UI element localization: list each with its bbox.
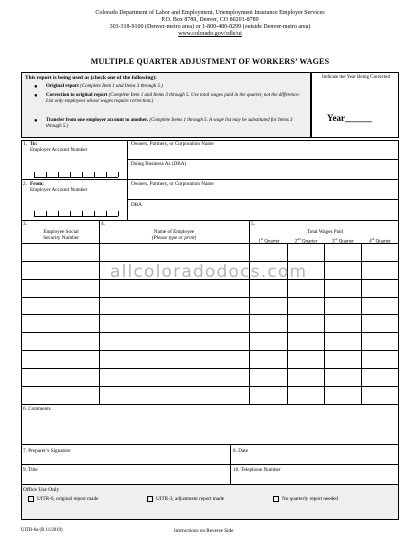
phone-field[interactable] (231, 473, 398, 483)
section1-account-label: Employer Account Number (30, 147, 88, 153)
option-correction[interactable]: Correction to original report (Complete Item 1 and Items 3 through 5. Use total wages paid in the quarter, not the difference. List only employees whose wages require correction.) (46, 93, 300, 104)
instructions-note: Instructions on Reverse Side (174, 528, 234, 534)
watermark: allcoloradodocs.com (110, 262, 308, 282)
year-field[interactable]: Year______ (327, 113, 372, 123)
office-uitr3-label: UITR-3, adjustment report made (156, 496, 224, 502)
section4-number: 4. (101, 221, 105, 227)
usage-panel (21, 72, 311, 138)
signature-field[interactable] (22, 454, 229, 463)
section1-title: To: (30, 141, 38, 147)
name-header-2: (Please type or print) (151, 235, 197, 241)
quarter-4-header: 4th Quarter (369, 237, 391, 245)
agency-name: Colorado Department of Labor and Employment, Unemployment Insurance Employer Services (95, 10, 325, 16)
office-noreport-label: No quarterly report needed (282, 496, 339, 502)
name-header-1: Name of Employee (153, 229, 195, 235)
bullet-icon: ● (34, 84, 38, 90)
option-original[interactable]: Original report (Complete Item 1 and Items 3 through 5.) (46, 84, 163, 89)
bullet-icon: ● (34, 118, 38, 124)
office-uitr6-checkbox[interactable] (28, 496, 34, 502)
agency-address: P.O. Box 8789, Denver, CO 80201-8789 (161, 17, 259, 23)
section2-account-input[interactable] (34, 207, 118, 217)
quarter-3-header: 3rd Quarter (332, 237, 354, 245)
quarter-2-header: 2nd Quarter (294, 237, 318, 245)
year-box (311, 72, 399, 138)
wages-header: Total Wages Paid (306, 229, 343, 235)
section1-dba-label: Doing Business As (DBA) (131, 161, 187, 167)
quarter-1-header: 1st Quarter (258, 237, 280, 245)
office-use-label: Office Use Only (23, 487, 60, 493)
title-label: 9. Title (23, 467, 38, 473)
bullet-icon: ● (34, 93, 38, 99)
comments-field[interactable] (22, 413, 398, 443)
year-box-label: Indicate the Year Being Corrected (322, 75, 390, 80)
date-field[interactable] (231, 454, 398, 463)
title-field[interactable] (22, 473, 229, 483)
ssn-header-1: Employee Social (43, 229, 79, 235)
form-id: UITR-6a (R 11/2010) (21, 528, 63, 533)
option-transfer[interactable]: Transfer from one employer account to another. (Complete Items 1 through 5. A wage list may be substituted for Items 3 through 5.) (46, 118, 293, 129)
office-noreport-checkbox[interactable] (273, 496, 279, 502)
phone-label: 10. Telephone Number (233, 467, 281, 473)
section3-number: 3. (23, 221, 27, 227)
section2-owners-label: Owners, Partners, or Corporation Name (131, 181, 214, 187)
date-label: 8. Date (233, 448, 248, 454)
section5-number: 5. (251, 221, 255, 227)
usage-intro: This report is being used as (check one of the following): (25, 75, 157, 81)
section1-account-input[interactable] (34, 168, 118, 178)
section2-title: From: (30, 181, 45, 187)
agency-phone: 303-318-9100 (Denver-metro area) or 1-800-480-8299 (outside Denver-metro area) (109, 24, 311, 30)
section1-owners-label: Owners, Partners, or Corporation Name (131, 141, 214, 147)
office-uitr3-checkbox[interactable] (147, 496, 153, 502)
office-uitr6-label: UITR-6, original report made (37, 496, 99, 502)
comments-label: 6. Comments (23, 406, 51, 412)
agency-website[interactable]: www.colorado.gov/cdle/ui (178, 31, 242, 37)
form-title: MULTIPLE QUARTER ADJUSTMENT OF WORKERS’ WAGES (90, 57, 330, 66)
section2-number: 2. (23, 181, 27, 187)
section2-dba-label: DBA (131, 202, 142, 208)
ssn-header-2: Security Number (43, 235, 79, 241)
section2-account-label: Employer Account Number (30, 187, 88, 193)
signature-label: 7. Preparer’s Signature (23, 448, 71, 454)
section1-number: 1. (23, 141, 27, 147)
office-use-panel (22, 485, 398, 519)
